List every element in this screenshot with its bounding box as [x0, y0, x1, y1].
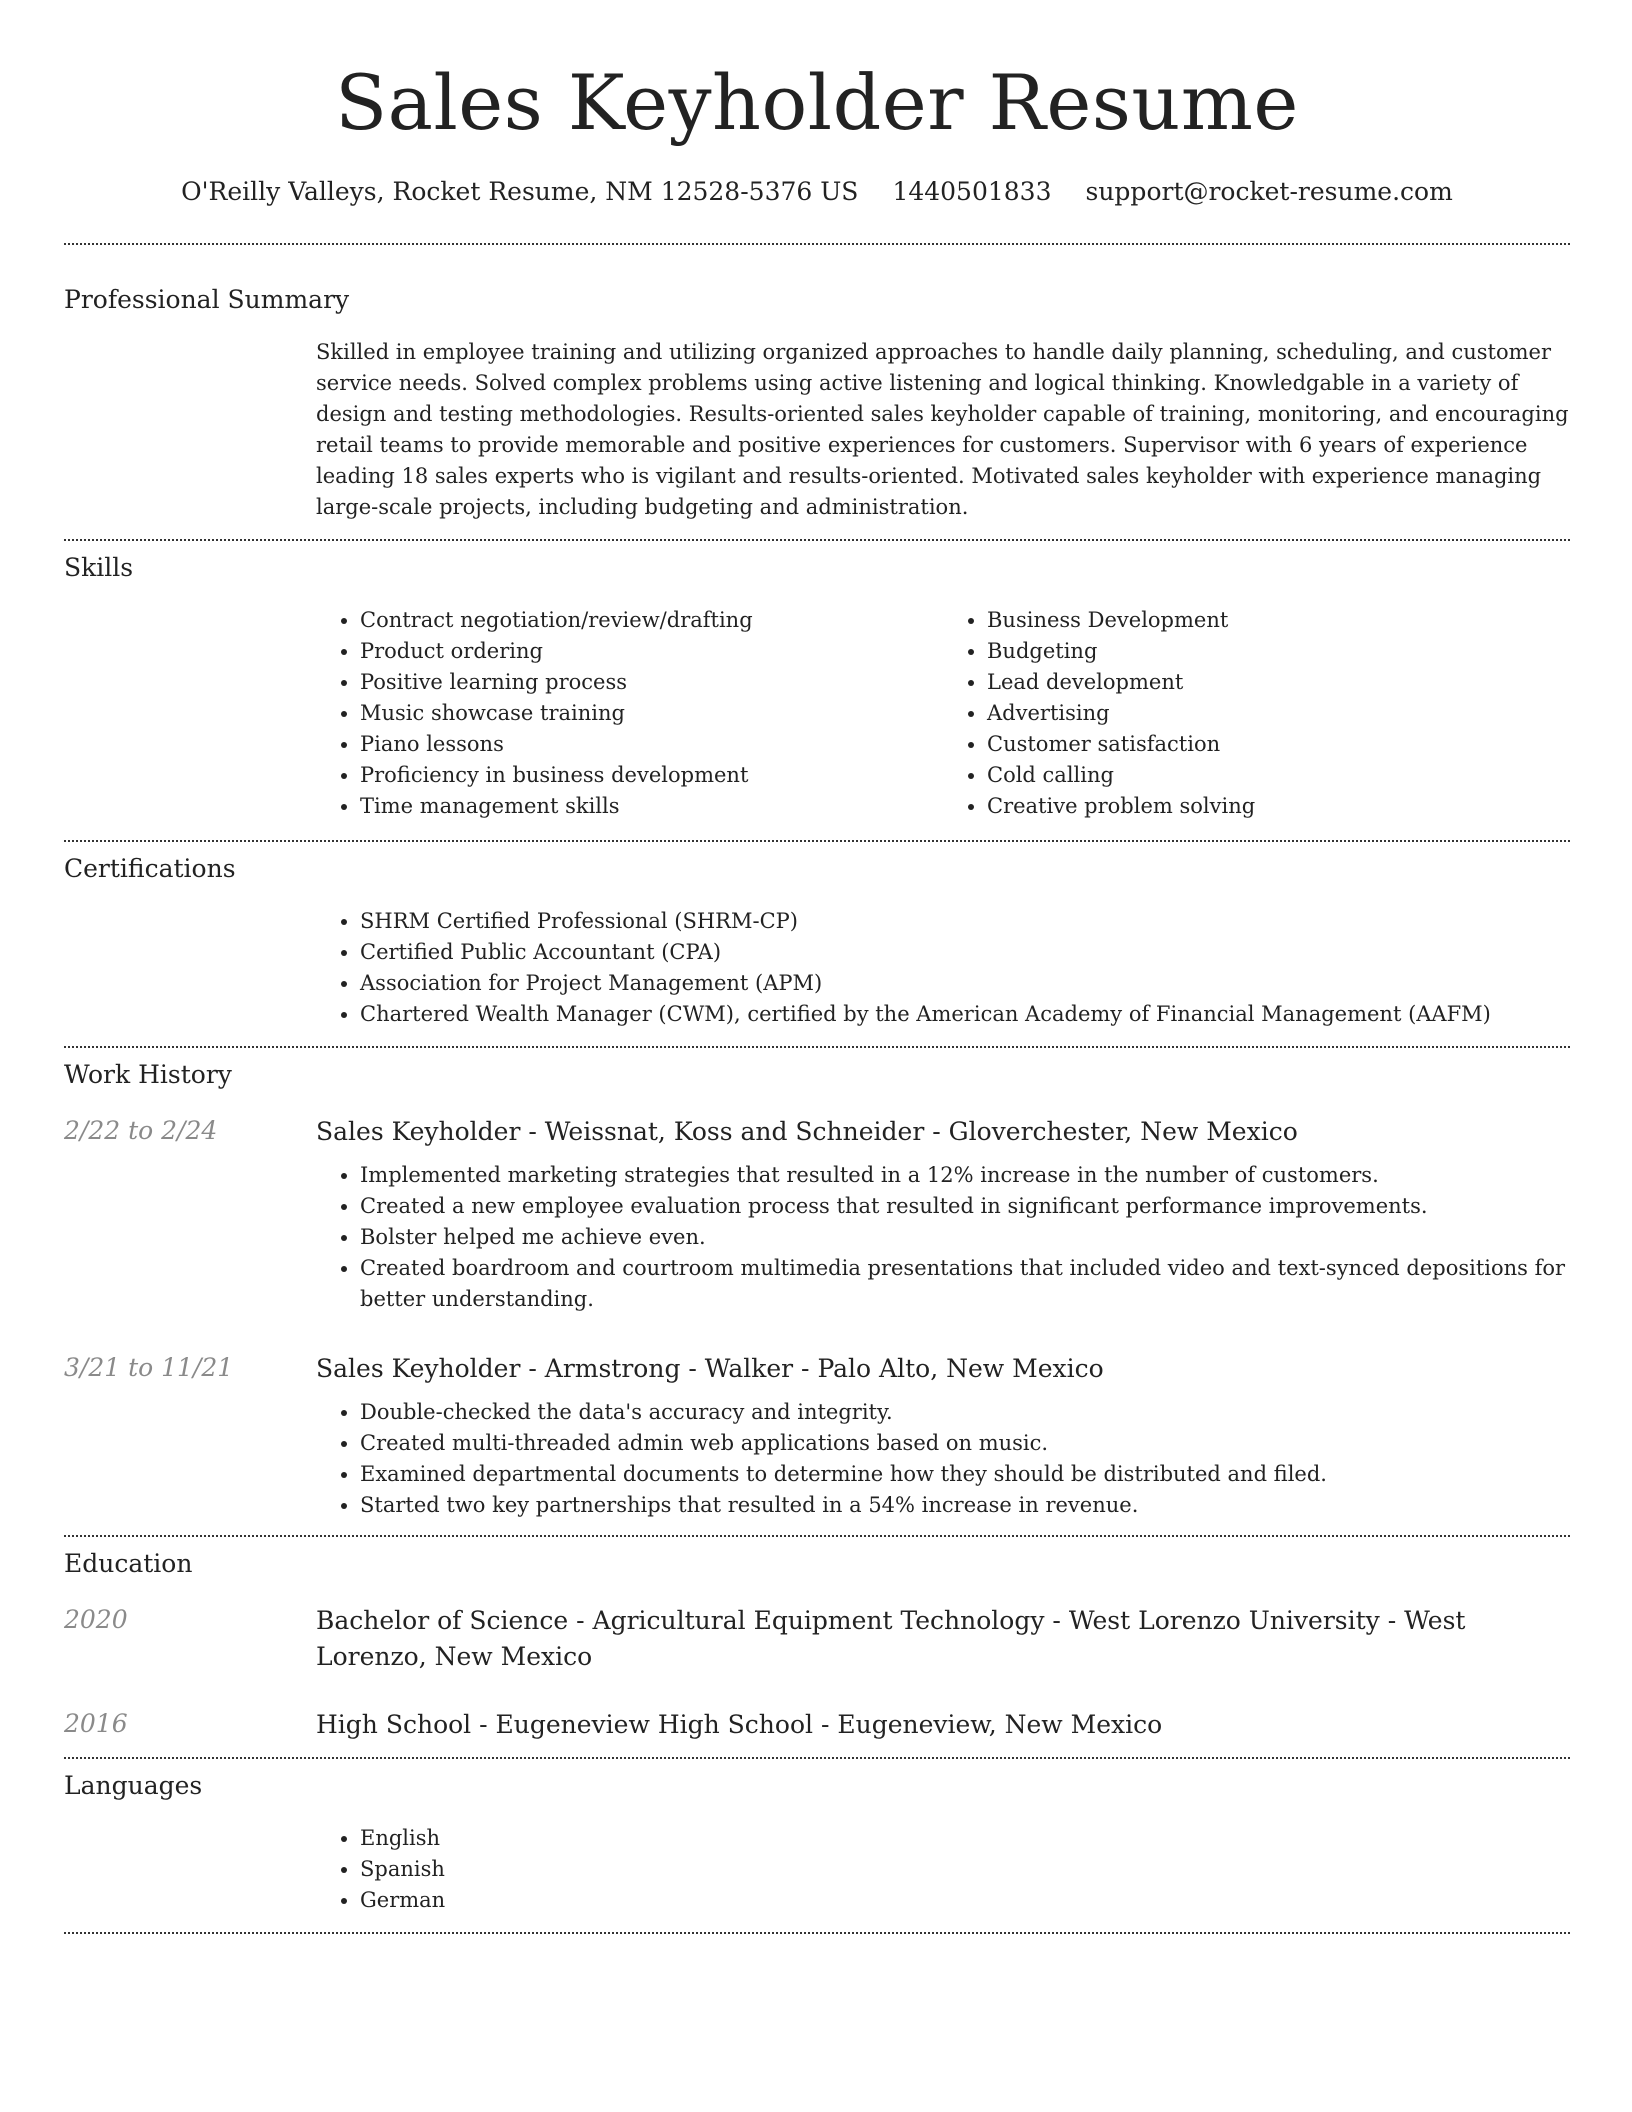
job-bullet: • Double-checked the data's accuracy and integrity. — [360, 1397, 1570, 1428]
education-entry — [64, 1707, 1570, 1743]
skill-item: • Contract negotiation/review/drafting — [360, 605, 943, 636]
job-bullet: • Implemented marketing strategies that resulted in a 12% increase in the number of customers. — [360, 1160, 1570, 1191]
contact-line — [64, 175, 1570, 209]
skills-list-left — [316, 605, 943, 822]
job-entry — [64, 1351, 1570, 1521]
certifications-list — [316, 906, 1570, 1030]
certification-item: • Certified Public Accountant (CPA) — [360, 937, 1570, 968]
job-entry — [64, 1114, 1570, 1315]
education-heading: Education — [64, 1549, 193, 1578]
skill-item: • Cold calling — [987, 760, 1570, 791]
work-section — [64, 1048, 1570, 1535]
skill-item: • Time management skills — [360, 791, 943, 822]
languages-heading: Languages — [64, 1771, 203, 1800]
job-title: Sales Keyholder - Weissnat, Koss and Schneider - Gloverchester, New Mexico — [316, 1117, 1298, 1146]
job-bullet: • Created a new employee evaluation process that resulted in significant performance improvements. — [360, 1191, 1570, 1222]
certification-item: • SHRM Certified Professional (SHRM-CP) — [360, 906, 1570, 937]
skill-item: • Advertising — [987, 698, 1570, 729]
education-text: High School - Eugeneview High School - Eugeneview, New Mexico — [316, 1710, 1163, 1739]
job-bullet: • Examined departmental documents to determine how they should be distributed and filed. — [360, 1459, 1570, 1490]
skill-item: • Proficiency in business development — [360, 760, 943, 791]
job-bullets — [316, 1160, 1570, 1315]
summary-heading: Professional Summary — [64, 285, 350, 314]
skill-item: • Budgeting — [987, 636, 1570, 667]
skills-list-right — [943, 605, 1570, 822]
skills-heading: Skills — [64, 553, 134, 582]
job-bullets — [316, 1397, 1570, 1521]
languages-list — [316, 1823, 1570, 1916]
job-bullet: • Created multi-threaded admin web applications based on music. — [360, 1428, 1570, 1459]
summary-text: Skilled in employee training and utilizing organized approaches to handle daily planning, scheduling, and customer service needs. Solved complex problems using active listening and logical thinking. Knowledgable in a variety of design and testing methodologies. Results-oriented sales keyholder capable of training, monitoring, and encouraging retail teams to provide memorable and positive experiences for customers. Supervisor with 6 years of experience leading 18 sales experts who is vigilant and results-oriented. Motivated sales keyholder with experience managing large-scale projects, including budgeting and administration. — [316, 340, 1569, 519]
summary-section — [64, 245, 1570, 539]
job-title: Sales Keyholder - Armstrong - Walker - Palo Alto, New Mexico — [316, 1354, 1104, 1383]
certifications-section — [64, 842, 1570, 1046]
skill-item: • Music showcase training — [360, 698, 943, 729]
education-text: Bachelor of Science - Agricultural Equipment Technology - West Lorenzo University - West Lorenzo, New Mexico — [316, 1606, 1466, 1671]
certification-item: • Chartered Wealth Manager (CWM), certified by the American Academy of Financial Management (AAFM) — [360, 999, 1570, 1030]
contact-email[interactable]: support@rocket-resume.com — [1085, 177, 1453, 206]
contact-address: O'Reilly Valleys, Rocket Resume, NM 12528-5376 US — [181, 177, 859, 206]
skill-item: • Positive learning process — [360, 667, 943, 698]
skill-item: • Customer satisfaction — [987, 729, 1570, 760]
skill-item: • Piano lessons — [360, 729, 943, 760]
language-item: • German — [360, 1885, 1570, 1916]
resume-page — [64, 0, 1570, 1934]
skill-item: • Creative problem solving — [987, 791, 1570, 822]
skill-item: • Lead development — [987, 667, 1570, 698]
education-year: 2020 — [64, 1605, 128, 1634]
contact-phone: 1440501833 — [892, 177, 1052, 206]
job-dates: 2/22 to 2/24 — [64, 1116, 218, 1145]
job-bullet: • Started two key partnerships that resulted in a 54% increase in revenue. — [360, 1490, 1570, 1521]
resume-title: Sales Keyholder Resume — [335, 58, 1299, 147]
divider — [64, 1932, 1570, 1934]
job-bullet: • Bolster helped me achieve even. — [360, 1222, 1570, 1253]
languages-section — [64, 1759, 1570, 1932]
work-heading: Work History — [64, 1060, 232, 1089]
education-entry — [64, 1603, 1570, 1675]
education-year: 2016 — [64, 1709, 128, 1738]
education-section — [64, 1537, 1570, 1757]
certifications-heading: Certifications — [64, 854, 236, 883]
language-item: • English — [360, 1823, 1570, 1854]
certification-item: • Association for Project Management (APM) — [360, 968, 1570, 999]
language-item: • Spanish — [360, 1854, 1570, 1885]
job-dates: 3/21 to 11/21 — [64, 1353, 234, 1382]
job-bullet: • Created boardroom and courtroom multimedia presentations that included video and text-synced depositions for better understanding. — [360, 1253, 1570, 1315]
skills-section — [64, 541, 1570, 840]
skill-item: • Business Development — [987, 605, 1570, 636]
skill-item: • Product ordering — [360, 636, 943, 667]
